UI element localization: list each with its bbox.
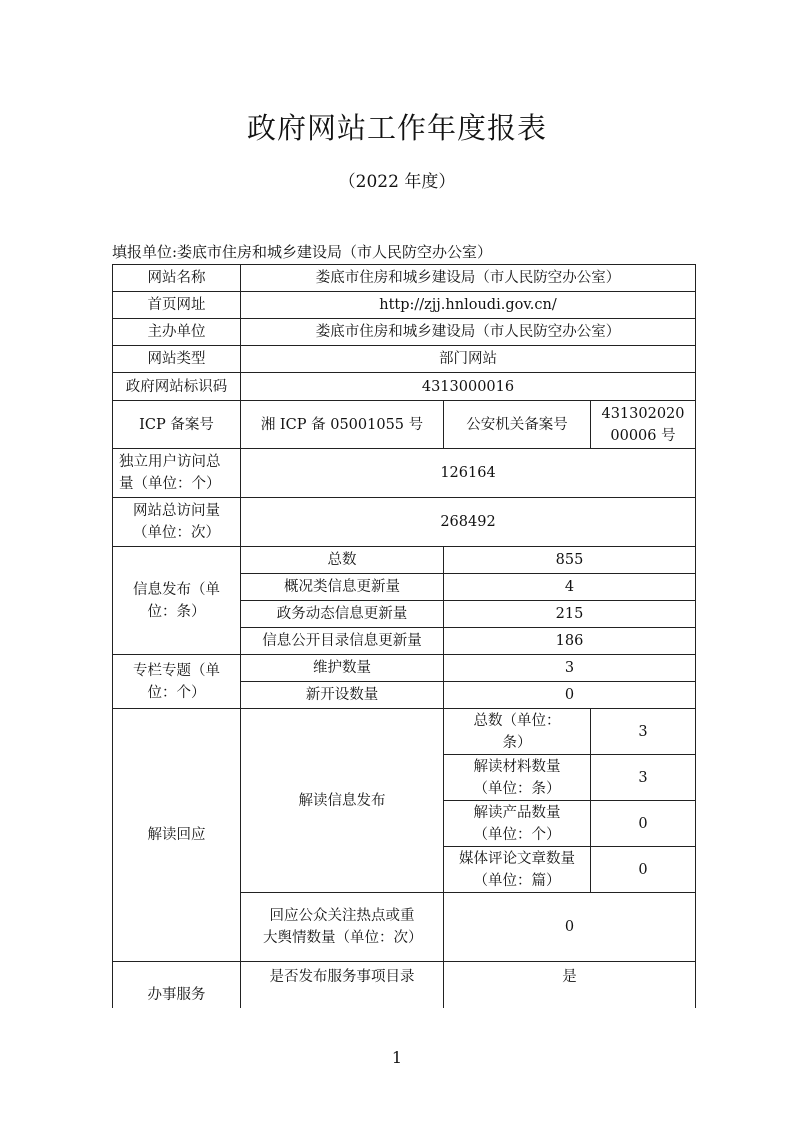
table-row	[113, 547, 696, 574]
table-row	[113, 346, 696, 373]
site-name-value: 娄底市住房和城乡建设局（市人民防空办公室）	[241, 265, 696, 292]
table-row	[113, 319, 696, 346]
table-row	[113, 265, 696, 292]
section-label-services: 办事服务	[113, 962, 241, 1008]
report-table	[112, 264, 696, 1008]
filling-unit: 填报单位:娄底市住房和城乡建设局（市人民防空办公室）	[112, 243, 493, 261]
table-row	[113, 292, 696, 319]
total-visits-value: 268492	[241, 498, 696, 547]
section-label-info-publish: 信息发布（单位：条）	[113, 547, 241, 655]
item-value: 215	[444, 601, 696, 628]
item-value: 3	[591, 755, 696, 801]
item-label: 总数（单位：条）	[444, 709, 591, 755]
row-label: 网站名称	[113, 265, 241, 292]
item-value: 0	[591, 847, 696, 893]
table-row	[113, 655, 696, 682]
homepage-url: http://zjj.hnloudi.gov.cn/	[241, 292, 696, 319]
item-label: 解读材料数量（单位：条）	[444, 755, 591, 801]
row-label: 政府网站标识码	[113, 373, 241, 401]
item-label: 是否发布服务事项目录	[241, 962, 444, 1008]
page-number: 1	[391, 1048, 403, 1067]
report-year: （2022 年度）	[338, 172, 456, 192]
item-label: 概况类信息更新量	[241, 574, 444, 601]
table-row	[113, 449, 696, 498]
response-value: 0	[444, 893, 696, 962]
table-row	[113, 373, 696, 401]
item-value: 0	[591, 801, 696, 847]
icp-value: 湘 ICP 备 05001055 号	[241, 401, 444, 449]
section-label-interpretation: 解读回应	[113, 709, 241, 962]
row-label: 网站类型	[113, 346, 241, 373]
item-value: 4	[444, 574, 696, 601]
site-type-value: 部门网站	[241, 346, 696, 373]
item-value: 3	[591, 709, 696, 755]
unique-visitors-value: 126164	[241, 449, 696, 498]
item-value: 855	[444, 547, 696, 574]
row-label: 首页网址	[113, 292, 241, 319]
site-id-value: 4313000016	[241, 373, 696, 401]
interpretation-sub-label: 解读信息发布	[241, 709, 444, 893]
item-value: 186	[444, 628, 696, 655]
sponsor-value: 娄底市住房和城乡建设局（市人民防空办公室）	[241, 319, 696, 346]
police-record-value: 43130202000006 号	[591, 401, 696, 449]
section-label-columns: 专栏专题（单位：个）	[113, 655, 241, 709]
item-value: 是	[444, 962, 696, 1008]
item-label: 维护数量	[241, 655, 444, 682]
table-row	[113, 709, 696, 755]
response-label: 回应公众关注热点或重大舆情数量（单位：次）	[241, 893, 444, 962]
row-label: 主办单位	[113, 319, 241, 346]
row-label: 网站总访问量（单位：次）	[113, 498, 241, 547]
row-label: ICP 备案号	[113, 401, 241, 449]
item-value: 3	[444, 655, 696, 682]
item-label: 信息公开目录信息更新量	[241, 628, 444, 655]
police-record-label: 公安机关备案号	[444, 401, 591, 449]
table-row	[113, 498, 696, 547]
item-label: 总数	[241, 547, 444, 574]
item-label: 政务动态信息更新量	[241, 601, 444, 628]
table-row	[113, 401, 696, 449]
item-value: 0	[444, 682, 696, 709]
table-row	[113, 962, 696, 1008]
row-label: 独立用户访问总量（单位：个）	[113, 449, 241, 498]
page-title: 政府网站工作年度报表	[246, 111, 547, 145]
item-label: 媒体评论文章数量（单位：篇）	[444, 847, 591, 893]
item-label: 新开设数量	[241, 682, 444, 709]
item-label: 解读产品数量（单位：个）	[444, 801, 591, 847]
